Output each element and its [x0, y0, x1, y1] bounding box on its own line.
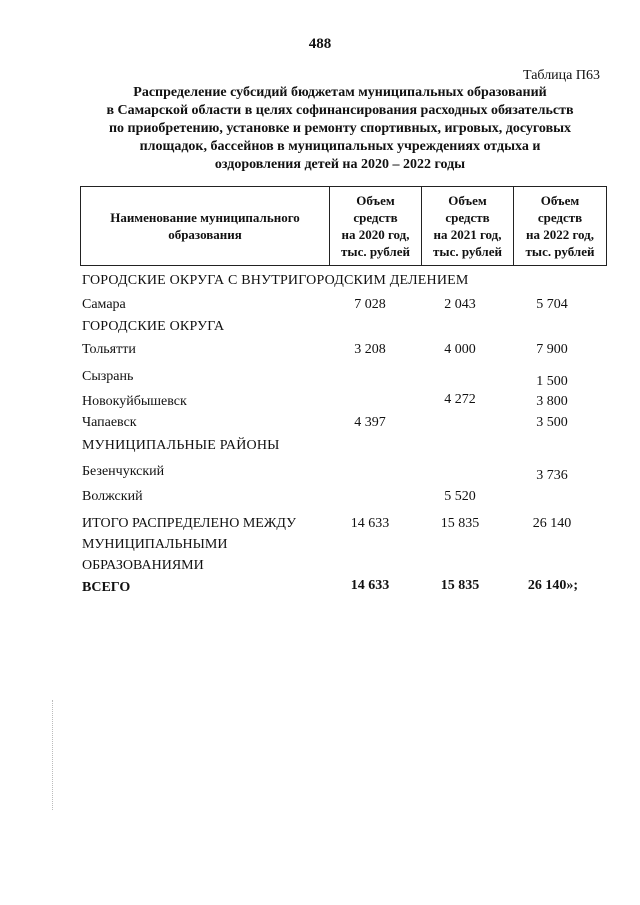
- document-title: [70, 84, 610, 174]
- header-2021: [422, 187, 514, 266]
- cell-2022: 7 900: [536, 342, 568, 357]
- row-name: Чапаевск: [82, 415, 137, 430]
- cell-2021: 2 043: [444, 297, 476, 312]
- cell-2020: 4 397: [354, 415, 386, 430]
- cell-2020: 7 028: [354, 297, 386, 312]
- header-2020: [330, 187, 422, 266]
- title-line: в Самарской области в целях софинансирования расходных обязательств: [106, 103, 574, 118]
- section-heading: ГОРОДСКИЕ ОКРУГА С ВНУТРИГОРОДСКИМ ДЕЛЕНИЕМ: [82, 273, 469, 288]
- cell-2020: 3 208: [354, 342, 386, 357]
- grand-total-2021: 15 835: [440, 578, 480, 593]
- scan-margin-line: [52, 700, 54, 810]
- cell-2022: 1 500: [536, 374, 568, 389]
- header-line: тыс. рублей: [433, 244, 502, 259]
- header-line: тыс. рублей: [341, 244, 410, 259]
- total-label-line: МУНИЦИПАЛЬНЫМИ: [82, 537, 228, 552]
- header-name: [81, 187, 330, 266]
- header-line: Объем: [356, 193, 395, 208]
- cell-2021: 5 520: [444, 489, 476, 504]
- section-heading: ГОРОДСКИЕ ОКРУГА: [82, 319, 225, 334]
- header-line: Объем: [540, 193, 580, 208]
- cell-2022: 3 500: [536, 415, 568, 430]
- cell-2022: 3 800: [536, 394, 568, 409]
- row-name: Сызрань: [82, 369, 134, 384]
- total-2021: 15 835: [440, 516, 480, 531]
- grand-total-2020: 14 633: [350, 578, 390, 593]
- header-line: тыс. рублей: [525, 244, 595, 259]
- grand-total-label: ВСЕГО: [82, 580, 131, 595]
- title-line: оздоровления детей на 2020 – 2022 годы: [214, 157, 466, 172]
- row-name: Волжский: [82, 489, 143, 504]
- header-line: средств: [445, 210, 490, 225]
- header-line: образования: [168, 227, 242, 242]
- header-line: на 2021 год,: [433, 227, 502, 242]
- cell-2022: 5 704: [536, 297, 568, 312]
- page-number: 488: [308, 36, 332, 52]
- row-name: Тольятти: [82, 342, 136, 357]
- total-label-line: ИТОГО РАСПРЕДЕЛЕНО МЕЖДУ: [82, 516, 296, 531]
- cell-2022: 3 736: [536, 468, 568, 483]
- table-header: [80, 186, 607, 266]
- total-2022: 26 140: [532, 516, 572, 531]
- header-2022: [514, 187, 607, 266]
- header-line: на 2022 год,: [525, 227, 595, 242]
- header-line: Объем: [448, 193, 487, 208]
- row-name: Безенчукский: [82, 464, 165, 479]
- cell-2021: 4 000: [444, 342, 476, 357]
- header-line: средств: [537, 210, 583, 225]
- header-line: средств: [353, 210, 398, 225]
- cell-2021: 4 272: [444, 392, 476, 407]
- table-label: Таблица П63: [523, 68, 600, 83]
- total-2020: 14 633: [350, 516, 390, 531]
- title-line: площадок, бассейнов в муниципальных учреждениях отдыха и: [139, 139, 541, 154]
- header-line: на 2020 год,: [341, 227, 410, 242]
- title-line: по приобретению, установке и ремонту спортивных, игровых, досуговых: [108, 121, 572, 136]
- total-label-line: ОБРАЗОВАНИЯМИ: [82, 558, 204, 573]
- row-name: Новокуйбышевск: [82, 394, 187, 409]
- row-name: Самара: [82, 297, 126, 312]
- header-line: Наименование муниципального: [110, 210, 300, 225]
- grand-total-2022: 26 140»;: [527, 578, 579, 593]
- title-line: Распределение субсидий бюджетам муниципальных образований: [133, 85, 547, 100]
- section-heading: МУНИЦИПАЛЬНЫЕ РАЙОНЫ: [82, 438, 280, 453]
